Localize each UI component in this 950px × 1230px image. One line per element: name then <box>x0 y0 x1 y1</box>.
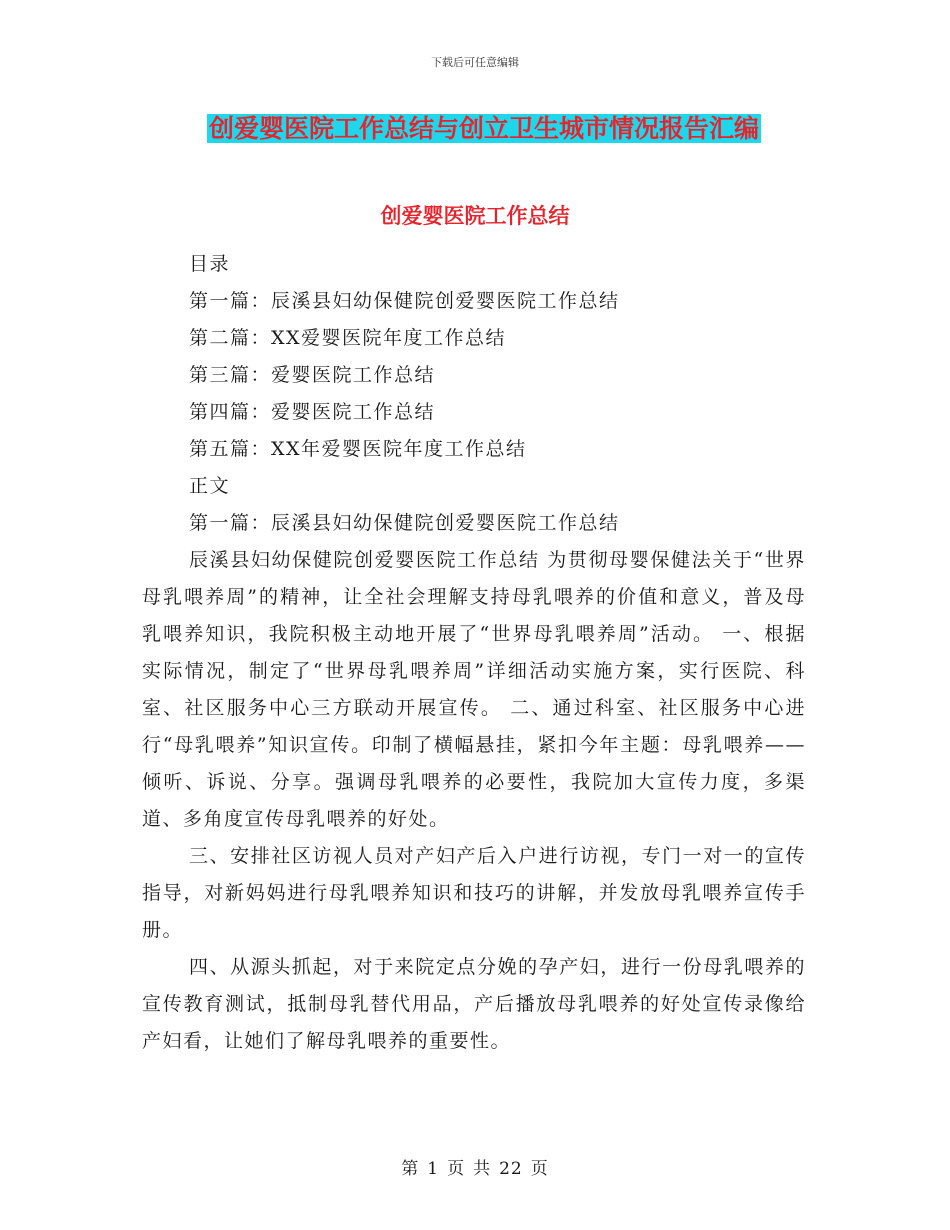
footer-label-total: 共 <box>473 1159 492 1179</box>
body-paragraph: 辰溪县妇幼保健院创爱婴医院工作总结 为贯彻母婴保健法关于“世界母乳喂养周”的精神，让全社会理解支持母乳喂养的价值和意义，普及母乳喂养知识，我院积极主动地开展了“世界母乳喂养周”活动。 一、根据实际情况，制定了“世界母乳喂养周”详细活动实施方案，实行医院、科室、社区服务中心三方联动开展宣传。 二、通过科室、社区服务中心进行“母乳喂养”知识宣传。印制了横幅悬挂，紧扣今年主题：母乳喂养——倾听、诉说、分享。强调母乳喂养的必要性，我院加大宣传力度，多渠道、多角度宣传母乳喂养的好处。 <box>142 549 806 830</box>
footer-label-unit-2: 页 <box>530 1159 549 1179</box>
toc-item: 第一篇：辰溪县妇幼保健院创爱婴医院工作总结 <box>189 290 620 312</box>
toc-item: 第三篇：爱婴医院工作总结 <box>189 364 436 386</box>
main-title-text: 创爱婴医院工作总结与创立卫生城市情况报告汇编 <box>209 114 760 143</box>
footer-total-pages: 22 <box>499 1159 523 1179</box>
body-paragraph: 四、从源头抓起，对于来院定点分娩的孕产妇，进行一份母乳喂养的宣传教育测试，抵制母乳替代用品，产后播放母乳喂养的好处宣传录像给产妇看，让她们了解母乳喂养的重要性。 <box>142 956 806 1052</box>
section-title: 创爱婴医院工作总结 <box>380 203 570 228</box>
footer-label-unit: 页 <box>447 1159 466 1179</box>
footer-label-page: 第 <box>401 1159 420 1179</box>
footer-current-page: 1 <box>427 1159 440 1179</box>
toc-item: 第四篇：爱婴医院工作总结 <box>189 401 436 423</box>
header-note: 下载后可任意编辑 <box>431 56 519 69</box>
document-body <box>142 246 806 1060</box>
body-heading: 正文 <box>189 475 231 497</box>
page-footer <box>0 1154 950 1179</box>
document-main-title <box>207 112 761 145</box>
toc-item: 第五篇：XX年爱婴医院年度工作总结 <box>189 438 527 460</box>
body-paragraph: 三、安排社区访视人员对产妇产后入户进行访视，专门一对一的宣传指导，对新妈妈进行母乳喂养知识和技巧的讲解，并发放母乳喂养宣传手册。 <box>142 845 806 941</box>
toc-item: 第二篇：XX爱婴医院年度工作总结 <box>189 327 507 349</box>
body-section-title: 第一篇：辰溪县妇幼保健院创爱婴医院工作总结 <box>189 512 620 534</box>
toc-heading: 目录 <box>189 253 231 275</box>
